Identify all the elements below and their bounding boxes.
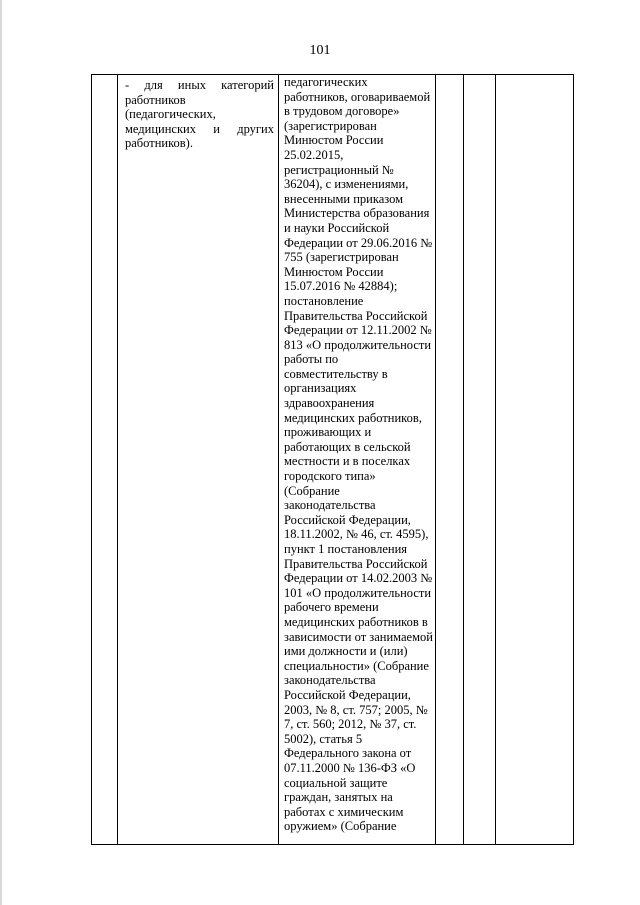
legal-basis-line: городского типа» xyxy=(284,469,376,484)
legal-basis-line: зависимости от занимаемой xyxy=(284,629,433,644)
legal-basis-line: Российской Федерации, xyxy=(284,512,411,527)
legal-basis-line: педагогических xyxy=(284,75,368,89)
legal-basis-line: (Собрание xyxy=(284,483,340,498)
legal-basis-line: совместительству в xyxy=(284,366,388,381)
legal-basis-line: и науки Российской xyxy=(284,220,390,235)
legal-basis-line: 07.11.2000 № 136-ФЗ «О xyxy=(284,760,416,775)
legal-basis-line: специальности» (Собрание xyxy=(284,658,429,673)
legal-basis-line: медицинских работников, xyxy=(284,410,422,425)
legal-basis-line: 36204), с изменениями, xyxy=(284,177,409,192)
legal-basis-line: (зарегистрирован xyxy=(284,118,377,133)
legal-basis-line: 2003, № 8, ст. 757; 2005, № xyxy=(284,702,428,717)
legal-basis-line: 813 «О продолжительности xyxy=(284,337,432,352)
legal-basis-line: социальной защите xyxy=(284,775,388,790)
legal-basis-line: Министерства образования xyxy=(284,206,430,221)
table-row xyxy=(92,75,574,845)
table-cell-basis xyxy=(279,75,436,845)
legal-basis-line: пункт 1 постановления xyxy=(284,542,408,556)
legal-basis-line: Федерации от 29.06.2016 № xyxy=(284,235,433,250)
legal-basis-line: законодательства xyxy=(284,673,376,688)
legal-basis-line: 101 «О продолжительности xyxy=(284,585,432,600)
legal-basis-line: постановление xyxy=(284,293,364,308)
legal-basis-line: Федерации от 12.11.2002 № xyxy=(284,323,432,338)
legal-basis-line: здравоохранения xyxy=(284,396,375,411)
legal-basis-line: Правительства Российской xyxy=(284,308,428,323)
legal-basis-line: ими должности и (или) xyxy=(284,644,408,659)
table-cell-empty-2 xyxy=(464,75,496,845)
legal-basis-line: граждан, занятых на xyxy=(284,790,393,805)
legal-basis-line: 7, ст. 560; 2012, № 37, ст. xyxy=(284,717,417,732)
legal-basis-line: Федерального закона от xyxy=(284,746,412,761)
legal-basis-text xyxy=(279,75,435,834)
legal-basis-line: внесенными приказом xyxy=(284,191,404,206)
legal-basis-line: 18.11.2002, № 46, ст. 4595), xyxy=(284,527,429,542)
legal-basis-line: 25.02.2015, xyxy=(284,147,344,162)
legal-basis-line: работающих в сельской xyxy=(284,439,411,454)
legal-basis-line: 755 (зарегистрирован xyxy=(284,250,399,265)
scan-edge-shadow xyxy=(0,0,2,905)
category-text: - для иных категорий работников (педагогических, медицинских и других работников). xyxy=(125,78,274,151)
legal-basis-line: Минюстом России xyxy=(284,133,384,148)
legal-basis-line: местности и в поселках xyxy=(284,454,411,469)
legal-basis-line: законодательства xyxy=(284,498,376,513)
legal-basis-line: Минюстом России xyxy=(284,264,384,279)
table-cell-number xyxy=(92,75,118,845)
legal-basis-line: регистрационный № xyxy=(284,162,394,177)
legal-basis-line: организациях xyxy=(284,381,357,396)
legal-basis-line: работы по xyxy=(284,352,339,367)
legal-basis-line: работах с химическим xyxy=(284,804,404,819)
table-cell-empty-3 xyxy=(496,75,574,845)
legal-basis-line: Федерации от 14.02.2003 № xyxy=(284,571,433,586)
legal-basis-line: Российской Федерации, xyxy=(284,687,411,702)
legal-basis-line: 15.07.2016 № 42884); xyxy=(284,279,398,294)
legal-basis-line: проживающих и xyxy=(284,425,372,440)
legal-basis-line: медицинских работников в xyxy=(284,614,428,629)
legal-basis-line: 5002), статья 5 xyxy=(284,731,363,746)
table-cell-category xyxy=(118,75,279,845)
legal-basis-line: рабочего времени xyxy=(284,600,379,615)
legal-basis-line: оружием» (Собрание xyxy=(284,819,397,834)
legal-basis-line: в трудовом договоре» xyxy=(284,104,400,119)
legal-basis-line: Правительства Российской xyxy=(284,556,428,571)
document-table xyxy=(91,74,574,845)
page-number: 101 xyxy=(309,43,331,58)
table-cell-empty-1 xyxy=(436,75,464,845)
legal-basis-line: работников, оговариваемой xyxy=(284,89,431,104)
